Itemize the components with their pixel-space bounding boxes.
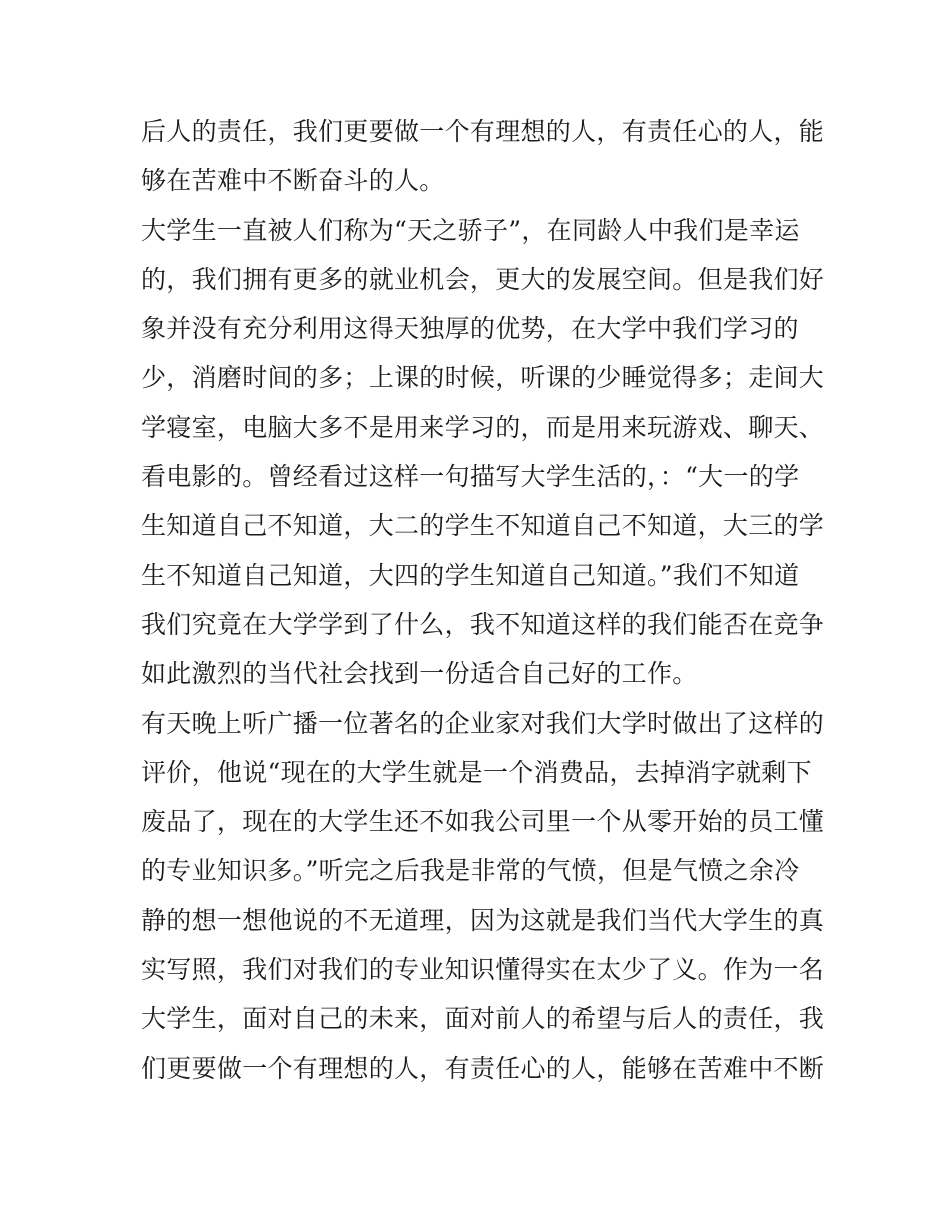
- text-line: 生不知道自己知道，大四的学生知道自己知道。”我们不知道: [141, 560, 800, 590]
- body-text: [141, 107, 825, 1093]
- text-line: 的，我们拥有更多的就业机会，更大的发展空间。但是我们好: [141, 264, 825, 294]
- text-line: 少，消磨时间的多；上课的时候，听课的少睡觉得多；走间大: [141, 363, 825, 393]
- text-line: 废品了，现在的大学生还不如我公司里一个从零开始的员工懂: [141, 807, 825, 837]
- text-line: 如此激烈的当代社会找到一份适合自己好的工作。: [141, 659, 698, 689]
- text-line: 的专业知识多。”听完之后我是非常的气愤，但是气愤之余冷: [141, 856, 800, 886]
- text-line: 有天晚上听广播一位著名的企业家对我们大学时做出了这样的: [141, 708, 825, 738]
- text-line: 们更要做一个有理想的人，有责任心的人，能够在苦难中不断: [141, 1053, 825, 1083]
- text-line: 实写照，我们对我们的专业知识懂得实在太少了义。作为一名: [141, 955, 825, 985]
- text-line: 够在苦难中不断奋斗的人。: [141, 166, 445, 196]
- text-line: 生知道自己不知道，大二的学生不知道自己不知道，大三的学: [141, 511, 825, 541]
- text-line: 后人的责任，我们更要做一个有理想的人，有责任心的人，能: [141, 117, 825, 146]
- text-line: 大学生，面对自己的未来，面对前人的希望与后人的责任，我: [141, 1004, 825, 1034]
- text-line: 静的想一想他说的不无道理，因为这就是我们当代大学生的真: [141, 905, 825, 935]
- text-line: 学寝室，电脑大多不是用来学习的，而是用来玩游戏、聊天、: [141, 412, 825, 442]
- text-line: 大学生一直被人们称为“天之骄子”，在同龄人中我们是幸运: [141, 215, 800, 245]
- text-line: 评价，他说“现在的大学生就是一个消费品，去掉消字就剩下: [141, 757, 812, 787]
- text-line: 看电影的。曾经看过这样一句描写大学生活的，：“大一的学: [141, 462, 800, 492]
- text-line: 我们究竟在大学学到了什么，我不知道这样的我们能否在竞争: [141, 609, 825, 639]
- text-line: 象并没有充分利用这得天独厚的优势，在大学中我们学习的: [141, 314, 799, 344]
